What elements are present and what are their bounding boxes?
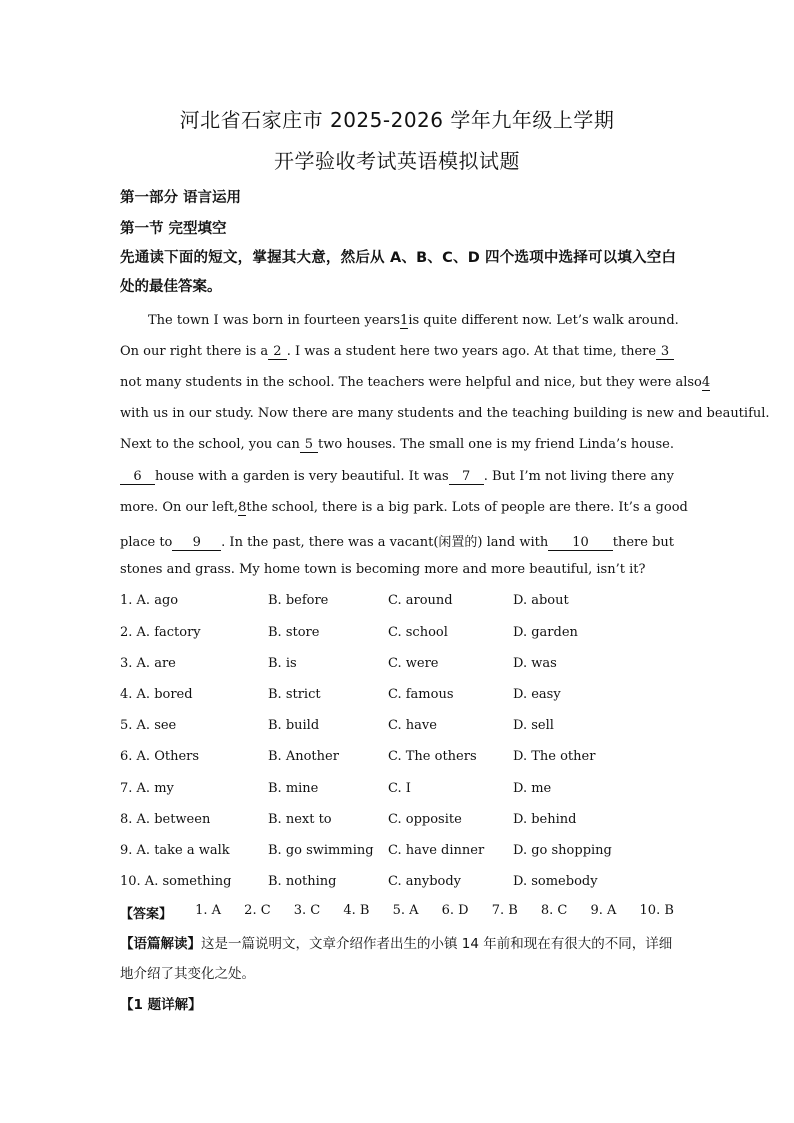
option-b: B. Another (268, 749, 339, 764)
answer-item: 1. A (195, 903, 222, 918)
analysis-text: 这是一篇说明文，文章介绍作者出生的小镇 14 年前和现在有很大的不同，详细地介绍了其变化之处。 (120, 936, 673, 982)
passage-text: The town I was born in fourteen years (148, 313, 401, 328)
option-d: D. about (513, 593, 569, 608)
option-c: C. opposite (388, 812, 462, 827)
option-d: D. somebody (513, 874, 598, 889)
blank-9: 9 (172, 535, 221, 551)
passage-line (120, 375, 711, 391)
blank-1: 1 (400, 313, 409, 328)
answer-item: 8. C (540, 903, 568, 918)
passage-text: not many students in the school. The teachers were helpful and nice, but they were also (120, 375, 702, 390)
question-detail-heading (120, 990, 676, 1020)
exam-title-line-2: 开学验收考试英语模拟试题 (274, 149, 520, 173)
section-heading: 第一节 完型填空 (120, 221, 227, 237)
blank-8: 8 (238, 500, 247, 515)
answer-item: 10. B (639, 903, 674, 918)
option-a: 1. A. ago (120, 593, 179, 608)
passage-line (120, 469, 674, 485)
option-c: C. anybody (388, 874, 462, 889)
passage-line (120, 562, 674, 577)
answer-item: 9. A (590, 903, 617, 918)
passage-text: . I was a student here two years ago. At that time, there (286, 344, 657, 359)
option-d: D. garden (513, 625, 578, 640)
answer-key (120, 903, 674, 922)
instruction-text: 先通读下面的短文，掌握其大意，然后从 A、B、C、D 四个选项中选择可以填入空白处的最佳答案。 (120, 250, 676, 295)
option-d: D. sell (513, 718, 554, 733)
passage-line (120, 531, 674, 551)
option-c: C. have (388, 718, 437, 733)
option-a: 5. A. see (120, 718, 177, 733)
passage-text: stones and grass. My home town is becoming more and more beautiful, isn’t it? (120, 562, 646, 577)
blank-10: 10 (548, 535, 613, 551)
passage-text: house with a garden is very beautiful. It was (155, 469, 449, 484)
option-a: 7. A. my (120, 781, 174, 796)
blank-2: 2 (268, 344, 287, 360)
detail-label: 【1 题详解】 (120, 997, 202, 1013)
option-c: C. have dinner (388, 843, 485, 858)
passage-line (120, 406, 770, 421)
option-c: C. school (388, 625, 448, 640)
option-a: 6. A. Others (120, 749, 200, 764)
answer-item: 5. A (392, 903, 419, 918)
passage-text: . In the past, there was a vacant(闲置的) land with (221, 535, 549, 550)
passage-line (120, 437, 674, 453)
passage-analysis (120, 929, 676, 989)
option-a: 10. A. something (120, 874, 232, 889)
option-b: B. next to (268, 812, 332, 827)
passage-text: more. On our left, (120, 500, 239, 515)
part-heading: 第一部分 语言运用 (120, 190, 242, 206)
passage-text: Next to the school, you can (120, 437, 300, 452)
option-d: D. was (513, 656, 557, 671)
option-b: B. is (268, 656, 297, 671)
answer-item: 4. B (343, 903, 370, 918)
passage-line (148, 313, 679, 329)
blank-4: 4 (701, 375, 711, 390)
option-c: C. famous (388, 687, 454, 702)
answer-label: 【答案】 (120, 907, 173, 922)
option-b: B. before (268, 593, 329, 608)
option-d: D. go shopping (513, 843, 612, 858)
option-d: D. easy (513, 687, 561, 702)
answer-item: 3. C (293, 903, 321, 918)
option-b: B. nothing (268, 874, 337, 889)
option-c: C. were (388, 656, 439, 671)
answer-item: 2. C (244, 903, 271, 918)
passage-text: . But I’m not living there any (483, 469, 674, 484)
passage-text: two houses. The small one is my friend Linda’s house. (318, 437, 674, 452)
passage-text: is quite different now. Let’s walk around. (408, 313, 679, 328)
passage-text: place to (120, 535, 173, 550)
option-b: B. build (268, 718, 320, 733)
option-a: 9. A. take a walk (120, 843, 230, 858)
blank-5: 5 (300, 437, 318, 453)
option-a: 2. A. factory (120, 625, 201, 640)
option-b: B. store (268, 625, 320, 640)
option-d: D. The other (513, 749, 596, 764)
option-c: C. around (388, 593, 453, 608)
option-b: B. mine (268, 781, 319, 796)
option-b: B. go swimming (268, 843, 374, 858)
option-a: 8. A. between (120, 812, 211, 827)
passage-line (120, 500, 688, 516)
option-d: D. behind (513, 812, 577, 827)
option-b: B. strict (268, 687, 321, 702)
option-d: D. me (513, 781, 552, 796)
blank-7: 7 (449, 469, 484, 485)
analysis-label: 【语篇解读】 (120, 936, 201, 952)
option-a: 4. A. bored (120, 687, 193, 702)
answer-item: 6. D (441, 903, 469, 918)
blank-6: 6 (120, 469, 155, 485)
passage-text: the school, there is a big park. Lots of people are there. It’s a good (246, 500, 688, 515)
passage-line (120, 344, 674, 360)
passage-text: there but (612, 535, 674, 550)
option-a: 3. A. are (120, 656, 176, 671)
exam-title-line-1: 河北省石家庄市 2025-2026 学年九年级上学期 (179, 108, 615, 132)
blank-3: 3 (656, 344, 674, 360)
option-c: C. I (388, 781, 411, 796)
passage-text: with us in our study. Now there are many students and the teaching building is new and beautiful. (120, 406, 770, 421)
answer-item: 7. B (491, 903, 518, 918)
option-c: C. The others (388, 749, 477, 764)
passage-text: On our right there is a (120, 344, 269, 359)
